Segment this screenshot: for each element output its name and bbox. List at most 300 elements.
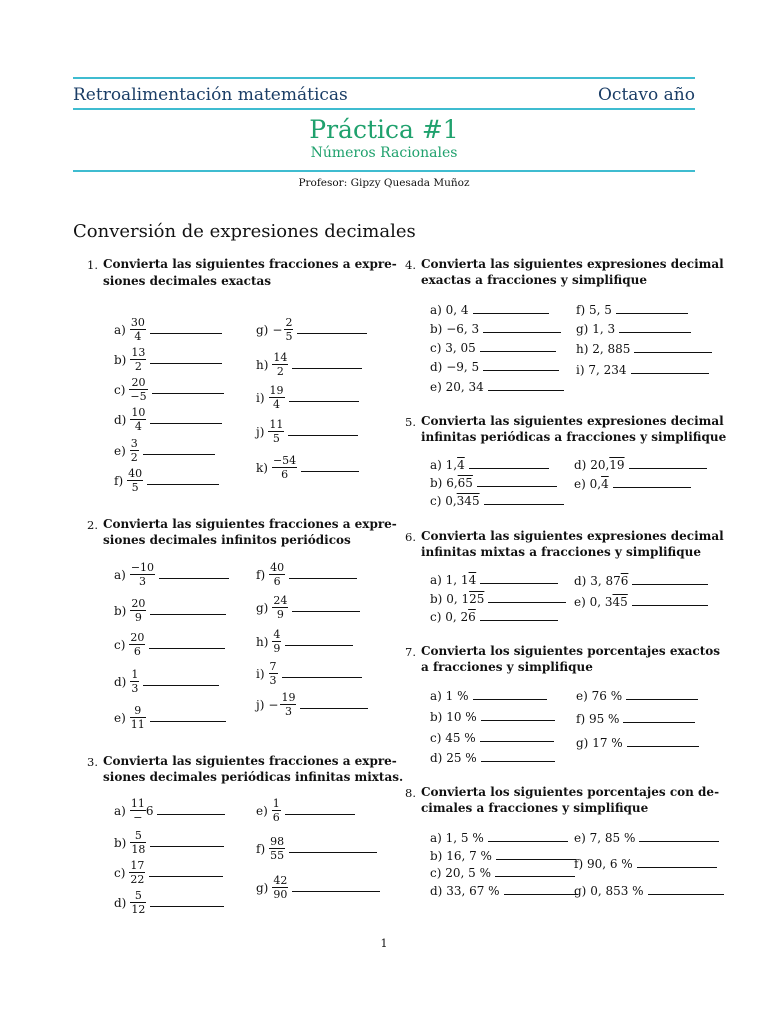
answer-blank[interactable] xyxy=(149,875,223,877)
item-label: a) xyxy=(114,322,126,337)
item-label: b) xyxy=(114,835,127,850)
fraction-denominator: 9 xyxy=(273,642,281,655)
fraction xyxy=(130,889,146,916)
q2-number: 2. xyxy=(87,518,98,532)
fraction-numerator: 3 xyxy=(130,437,138,450)
decimal-prefix: 0, 1 xyxy=(446,592,470,606)
q5-text-line1: Convierta las siguientes expresiones decimal xyxy=(421,414,724,428)
answer-blank[interactable] xyxy=(152,392,224,394)
answer-blank[interactable] xyxy=(292,610,360,612)
fraction-denominator: 5 xyxy=(268,431,284,445)
fraction-numerator: 5 xyxy=(134,829,142,842)
fraction xyxy=(272,594,288,621)
q7-number: 7. xyxy=(405,645,416,659)
minus-sign: − xyxy=(268,697,279,712)
repeating-digits: 345 xyxy=(456,494,480,508)
fraction-denominator: 3 xyxy=(269,674,277,687)
answer-blank[interactable] xyxy=(484,503,564,505)
answer-blank[interactable] xyxy=(288,434,358,436)
answer-blank[interactable] xyxy=(477,485,557,487)
item-label: g) xyxy=(256,880,269,895)
decimal-prefix: 1, xyxy=(445,458,458,472)
answer-blank[interactable] xyxy=(483,331,561,333)
q7-item xyxy=(430,731,554,745)
item-value: 1 % xyxy=(445,689,469,703)
decimal-prefix: 3, 87 xyxy=(590,574,621,588)
item-label: e) xyxy=(576,689,592,703)
q3-item xyxy=(256,874,380,901)
fraction-numerator: 17 xyxy=(130,859,145,872)
fraction xyxy=(130,668,139,695)
answer-blank[interactable] xyxy=(632,604,708,606)
q1-item xyxy=(256,454,359,481)
answer-blank[interactable] xyxy=(143,684,219,686)
item-label: k) xyxy=(256,460,268,475)
answer-blank[interactable] xyxy=(150,905,224,907)
item-value: 20, 5 % xyxy=(445,866,491,880)
q2-item xyxy=(114,561,229,588)
fraction-denominator: 9 xyxy=(272,607,288,621)
q6-text-line2: infinitas mixtas a fracciones y simplifique xyxy=(421,545,702,559)
q7-item xyxy=(576,736,699,750)
item-label: b) xyxy=(430,849,447,863)
item-label: f) xyxy=(256,841,266,856)
q8-item xyxy=(430,849,576,863)
fraction-numerator: 30 xyxy=(130,316,145,329)
fraction-denominator: 4 xyxy=(130,329,146,343)
item-label: d) xyxy=(574,458,591,472)
item-label: h) xyxy=(576,342,593,356)
decimal-prefix: 20, xyxy=(590,458,610,472)
fraction-denominator: 6 xyxy=(272,811,280,824)
item-value: 33, 67 % xyxy=(446,884,500,898)
item-value: 7, 85 % xyxy=(589,831,636,845)
item-label: a) xyxy=(430,831,446,845)
answer-blank[interactable] xyxy=(480,740,554,742)
q4-item xyxy=(430,303,549,317)
header-right: Octavo año xyxy=(598,85,695,105)
q5-item xyxy=(430,476,557,490)
page-title: Práctica #1 xyxy=(309,115,459,144)
fraction xyxy=(130,829,146,856)
item-value: 45 % xyxy=(445,731,476,745)
item-label: g) xyxy=(574,884,591,898)
fraction xyxy=(284,316,293,343)
q1-item xyxy=(114,406,222,433)
repeating-digits: 19 xyxy=(609,458,625,472)
q4-item xyxy=(576,363,709,377)
item-label: b) xyxy=(430,592,447,606)
fraction-denominator: 18 xyxy=(131,843,146,856)
q8-text-line2: cimales a fracciones y simplifique xyxy=(421,801,649,815)
q3-number: 3. xyxy=(87,755,98,769)
answer-blank[interactable] xyxy=(619,331,691,333)
answer-blank[interactable] xyxy=(150,422,222,424)
q3-text-line1: Convierta las siguientes fracciones a expre- xyxy=(103,754,397,768)
item-value: 17 % xyxy=(592,736,623,750)
fraction xyxy=(272,351,288,378)
fraction xyxy=(269,561,285,588)
q5-number: 5. xyxy=(405,415,416,429)
q1-item xyxy=(114,437,215,464)
fraction-denominator: 3 xyxy=(131,682,139,695)
item-label: g) xyxy=(576,736,593,750)
item-label: a) xyxy=(114,803,126,818)
item-label: b) xyxy=(430,476,447,490)
answer-blank[interactable] xyxy=(301,470,359,472)
item-value: 76 % xyxy=(591,689,623,703)
item-label: d) xyxy=(574,574,591,588)
title-rule xyxy=(73,170,695,172)
answer-blank[interactable] xyxy=(147,483,219,485)
item-label: e) xyxy=(256,803,268,818)
answer-blank[interactable] xyxy=(629,467,707,469)
answer-blank[interactable] xyxy=(143,453,215,455)
item-label: d) xyxy=(430,360,447,374)
top-rule xyxy=(73,77,695,79)
q5-item xyxy=(430,494,564,508)
item-label: e) xyxy=(574,477,590,491)
q7-text-line1: Convierta los siguientes porcentajes exactos xyxy=(421,644,721,658)
answer-blank[interactable] xyxy=(292,890,380,892)
answer-blank[interactable] xyxy=(289,400,359,402)
item-label: g) xyxy=(576,322,593,336)
item-label: e) xyxy=(574,831,590,845)
answer-blank[interactable] xyxy=(488,389,564,391)
item-label: c) xyxy=(114,865,126,880)
answer-blank[interactable] xyxy=(157,813,225,815)
fraction-denominator: −5 xyxy=(130,390,147,403)
item-value: 90, 6 % xyxy=(586,857,633,871)
fraction xyxy=(130,316,146,343)
q1-text-line2: siones decimales exactas xyxy=(103,274,272,288)
answer-blank[interactable] xyxy=(282,676,362,678)
q7-item xyxy=(430,689,547,703)
item-value: −6, 3 xyxy=(446,322,480,336)
answer-blank[interactable] xyxy=(289,577,357,579)
item-label: a) xyxy=(430,458,446,472)
fraction xyxy=(272,628,281,655)
item-label: j) xyxy=(256,424,265,439)
fraction xyxy=(130,437,139,464)
answer-blank[interactable] xyxy=(488,840,568,842)
answer-blank[interactable] xyxy=(634,351,712,353)
fraction-denominator: 4 xyxy=(269,397,285,411)
item-value: 0, 4 xyxy=(445,303,469,317)
fraction xyxy=(272,454,297,481)
item-value: 0, 853 % xyxy=(590,884,644,898)
answer-blank[interactable] xyxy=(480,350,556,352)
answer-blank[interactable] xyxy=(300,707,368,709)
item-label: d) xyxy=(430,751,447,765)
item-value: 2, 885 xyxy=(592,342,631,356)
answer-blank[interactable] xyxy=(631,372,709,374)
decimal-prefix: 0, 3 xyxy=(589,595,613,609)
minus-sign: − xyxy=(272,322,283,337)
fraction-numerator: 9 xyxy=(134,704,142,717)
page-number: 1 xyxy=(380,937,388,950)
answer-blank[interactable] xyxy=(292,367,362,369)
answer-blank[interactable] xyxy=(648,893,724,895)
q8-item xyxy=(574,857,717,871)
q6-item xyxy=(430,592,566,606)
item-label: f) xyxy=(114,473,124,488)
answer-blank[interactable] xyxy=(481,719,555,721)
answer-blank[interactable] xyxy=(626,698,698,700)
item-label: c) xyxy=(430,610,446,624)
item-label: f) xyxy=(576,303,589,317)
fraction-denominator: 3 xyxy=(280,704,296,718)
q1-item xyxy=(256,418,358,445)
q8-item xyxy=(430,884,578,898)
q4-item xyxy=(430,322,561,336)
answer-blank[interactable] xyxy=(495,875,575,877)
item-label: i) xyxy=(256,390,265,405)
item-label: f) xyxy=(576,712,589,726)
section-title: Conversión de expresiones decimales xyxy=(73,221,416,242)
item-value: 1, 3 xyxy=(592,322,616,336)
item-label: a) xyxy=(430,689,446,703)
fraction-numerator: 11 xyxy=(130,797,145,810)
q6-item xyxy=(430,610,558,624)
answer-blank[interactable] xyxy=(480,582,558,584)
fraction-numerator: 1 xyxy=(272,797,280,810)
item-label: d) xyxy=(114,674,127,689)
fraction-numerator: 7 xyxy=(269,660,277,673)
decimal-prefix: 0, 2 xyxy=(445,610,469,624)
fraction-denominator: 22 xyxy=(130,873,145,886)
fraction-numerator: 20 xyxy=(131,597,146,610)
fraction xyxy=(130,406,146,433)
q2-text-line1: Convierta las siguientes fracciones a expre- xyxy=(103,517,397,531)
fraction-denominator: 12 xyxy=(131,903,146,916)
item-label: a) xyxy=(114,567,126,582)
answer-blank[interactable] xyxy=(488,601,566,603)
fraction-denominator: 5 xyxy=(285,330,293,343)
header-rule xyxy=(73,108,695,110)
q1-text-line1: Convierta las siguientes fracciones a expre- xyxy=(103,257,397,271)
answer-blank[interactable] xyxy=(473,698,547,700)
q1-item xyxy=(256,351,362,378)
fraction xyxy=(130,797,146,824)
answer-blank[interactable] xyxy=(159,577,229,579)
item-label: a) xyxy=(430,573,446,587)
q5-item xyxy=(574,477,691,491)
q4-text-line1: Convierta las siguientes expresiones decimal xyxy=(421,257,724,271)
item-label: j) xyxy=(256,697,265,712)
item-label: c) xyxy=(430,731,446,745)
q1-item xyxy=(114,346,222,373)
item-label: d) xyxy=(430,884,447,898)
q1-item xyxy=(114,376,224,403)
header-left: Retroalimentación matemáticas xyxy=(73,85,348,105)
fraction-denominator: − xyxy=(130,810,146,824)
q4-item xyxy=(576,342,712,356)
fraction-denominator: 3 xyxy=(130,574,155,588)
fraction-denominator: 6 xyxy=(272,467,297,481)
answer-blank[interactable] xyxy=(150,613,226,615)
q3-item xyxy=(114,889,224,916)
answer-blank[interactable] xyxy=(473,312,549,314)
answer-blank[interactable] xyxy=(285,644,353,646)
fraction-numerator: 11 xyxy=(269,418,284,431)
answer-blank[interactable] xyxy=(481,760,555,762)
decimal-prefix: 1, 1 xyxy=(445,573,469,587)
answer-blank[interactable] xyxy=(297,332,367,334)
q7-item xyxy=(576,712,695,726)
fraction-numerator: 2 xyxy=(285,316,293,329)
q1-number: 1. xyxy=(87,258,98,272)
answer-blank[interactable] xyxy=(616,312,688,314)
q8-item xyxy=(574,831,719,845)
answer-blank[interactable] xyxy=(496,858,576,860)
q5-text-line2: infinitas periódicas a fracciones y simplifique xyxy=(421,430,727,444)
fraction-numerator: 98 xyxy=(270,835,285,848)
q2-item xyxy=(256,691,368,718)
answer-blank[interactable] xyxy=(627,745,699,747)
q3-item xyxy=(256,835,377,862)
q8-item xyxy=(430,866,575,880)
q8-number: 8. xyxy=(405,786,416,800)
item-label: g) xyxy=(256,600,269,615)
answer-blank[interactable] xyxy=(150,845,224,847)
fraction-denominator: 6 xyxy=(129,644,145,658)
fraction xyxy=(129,631,145,658)
item-label: a) xyxy=(430,303,446,317)
answer-blank[interactable] xyxy=(623,721,695,723)
q2-item xyxy=(256,628,353,655)
item-value: 16, 7 % xyxy=(446,849,492,863)
q1-item xyxy=(114,467,219,494)
repeating-digits: 6 xyxy=(620,574,629,588)
answer-blank[interactable] xyxy=(480,619,558,621)
fraction-numerator: 19 xyxy=(281,691,296,704)
q1-item xyxy=(256,316,367,343)
fraction-numerator: 20 xyxy=(130,631,145,644)
fraction xyxy=(130,346,146,373)
q2-item xyxy=(114,631,225,658)
q1-item xyxy=(256,384,359,411)
fraction-denominator: 4 xyxy=(130,419,146,433)
fraction-numerator: 20 xyxy=(131,376,146,389)
item-value: 20, 34 xyxy=(445,380,484,394)
fraction xyxy=(130,597,146,624)
q2-item xyxy=(256,561,357,588)
q3-item xyxy=(114,829,224,856)
q7-item xyxy=(430,751,555,765)
answer-blank[interactable] xyxy=(289,851,377,853)
item-label: e) xyxy=(114,710,126,725)
item-value: 7, 234 xyxy=(588,363,627,377)
fraction xyxy=(272,874,288,901)
item-label: h) xyxy=(256,634,269,649)
fraction-numerator: −54 xyxy=(272,454,297,467)
item-value: 25 % xyxy=(446,751,477,765)
fraction-denominator: 90 xyxy=(273,888,288,901)
item-label: h) xyxy=(256,357,269,372)
item-value: 5, 5 xyxy=(588,303,612,317)
item-label: g) xyxy=(256,322,269,337)
item-label: b) xyxy=(430,322,447,336)
item-label: b) xyxy=(114,603,127,618)
decimal-prefix: 0, xyxy=(589,477,602,491)
q4-item xyxy=(430,360,559,374)
q3-text-line2: siones decimales periódicas infinitas mixtas. xyxy=(103,770,404,784)
fraction xyxy=(129,859,145,886)
answer-blank[interactable] xyxy=(639,840,719,842)
fraction-denominator: 2 xyxy=(130,359,146,373)
page-subtitle: Números Racionales xyxy=(310,145,458,161)
q8-item xyxy=(574,884,724,898)
q6-item xyxy=(574,595,708,609)
q2-item xyxy=(114,597,226,624)
item-label: c) xyxy=(114,382,126,397)
item-value: 95 % xyxy=(588,712,620,726)
q1-item xyxy=(114,316,222,343)
fraction xyxy=(269,384,285,411)
fraction xyxy=(129,376,147,403)
q8-item xyxy=(430,831,568,845)
item-label: e) xyxy=(430,380,446,394)
answer-blank[interactable] xyxy=(469,467,549,469)
fraction xyxy=(130,704,146,731)
q7-item xyxy=(576,689,698,703)
q7-item xyxy=(430,710,555,724)
q8-text-line1: Convierta los siguientes porcentajes con de- xyxy=(421,785,720,799)
decimal-prefix: 0, xyxy=(445,494,457,508)
decimal-prefix: 6, xyxy=(446,476,458,490)
fraction xyxy=(127,467,143,494)
q7-text-line2: a fracciones y simplifique xyxy=(421,660,593,674)
repeating-digits: 65 xyxy=(457,476,473,490)
answer-blank[interactable] xyxy=(483,369,559,371)
answer-blank[interactable] xyxy=(150,362,222,364)
repeating-digits: 25 xyxy=(469,592,485,606)
answer-blank[interactable] xyxy=(150,332,222,334)
item-label: f) xyxy=(574,857,587,871)
item-label: c) xyxy=(430,866,446,880)
fraction-numerator: 10 xyxy=(131,406,146,419)
q3-item xyxy=(256,797,355,824)
item-value: −9, 5 xyxy=(446,360,480,374)
answer-blank[interactable] xyxy=(613,486,691,488)
answer-blank[interactable] xyxy=(149,647,225,649)
answer-blank[interactable] xyxy=(637,866,717,868)
answer-blank[interactable] xyxy=(285,813,355,815)
q4-item xyxy=(430,380,564,394)
fraction-numerator: 19 xyxy=(269,384,284,397)
answer-blank[interactable] xyxy=(150,720,226,722)
repeating-digits: 4 xyxy=(468,573,477,587)
item-label: d) xyxy=(114,412,127,427)
fraction-numerator: 24 xyxy=(273,594,288,607)
repeating-digits: 6 xyxy=(468,610,476,624)
q4-item xyxy=(430,341,556,355)
repeating-digits: 4 xyxy=(601,477,609,491)
item-label: f) xyxy=(256,567,266,582)
q5-item xyxy=(430,458,549,472)
fraction-denominator: 55 xyxy=(270,849,285,862)
item-label: b) xyxy=(114,352,127,367)
fraction-denominator: 5 xyxy=(127,480,143,494)
fraction xyxy=(280,691,296,718)
answer-blank[interactable] xyxy=(504,893,578,895)
answer-blank[interactable] xyxy=(632,583,708,585)
q2-item xyxy=(256,660,362,687)
fraction-numerator: 42 xyxy=(273,874,288,887)
fraction-denominator: 11 xyxy=(130,718,145,731)
fraction xyxy=(269,660,278,687)
